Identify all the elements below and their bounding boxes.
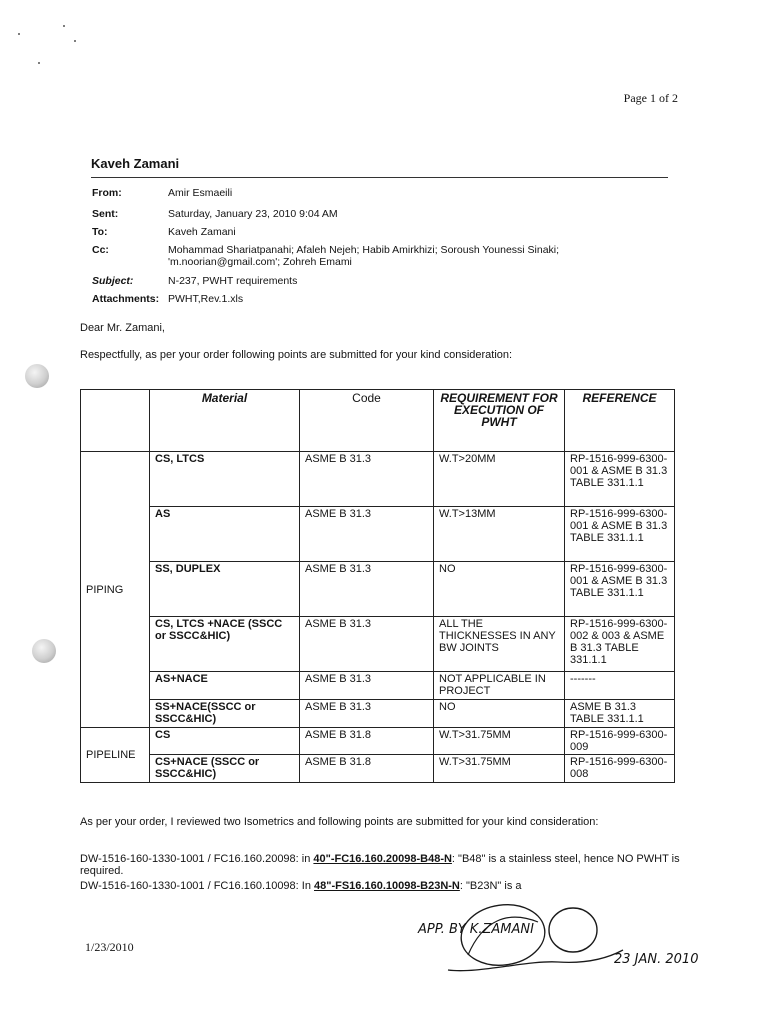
to-value: Kaveh Zamani <box>168 226 236 238</box>
reference-cell: RP-1516-999-6300-001 & ASME B 31.3 TABLE 331.1.1 <box>565 452 675 507</box>
signature-date: 23 JAN. 2010 <box>614 952 699 967</box>
table-row <box>81 452 675 507</box>
line1-ref: 40"-FC16.160.20098-B48-N <box>313 853 452 865</box>
line2-suffix: : "B23N" is a <box>459 880 522 892</box>
code-cell: ASME B 31.8 <box>300 728 434 755</box>
requirement-cell: ALL THE THICKNESSES IN ANY BW JOINTS <box>434 617 565 672</box>
punch-hole <box>32 639 56 663</box>
requirement-cell: NO <box>434 562 565 617</box>
table-row <box>81 617 675 672</box>
sender-name: Kaveh Zamani <box>91 156 180 171</box>
table-row <box>81 562 675 617</box>
isometric-line-2 <box>80 880 680 892</box>
material-cell: CS, LTCS +NACE (SSCC or SSCC&HIC) <box>150 617 300 672</box>
approval-scribble <box>408 900 628 980</box>
line1-suffix: : "B48" is a stainless steel, hence NO PWHT is required. <box>80 853 680 877</box>
from-value: Amir Esmaeili <box>168 187 233 199</box>
table-header-row <box>81 390 675 452</box>
attachments-label: Attachments: <box>92 293 160 305</box>
to-label: To: <box>92 226 108 238</box>
code-cell: ASME B 31.3 <box>300 700 434 728</box>
table-row <box>81 755 675 783</box>
intro-paragraph: Respectfully, as per your order following points are submitted for your kind consideration: <box>80 349 513 361</box>
table-row <box>81 507 675 562</box>
requirement-cell: NO <box>434 700 565 728</box>
code-cell: ASME B 31.8 <box>300 755 434 783</box>
reference-cell: RP-1516-999-6300-002 & 003 & ASME B 31.3 TABLE 331.1.1 <box>565 617 675 672</box>
header-cell: Code <box>300 390 434 452</box>
reference-cell: ASME B 31.3 TABLE 331.1.1 <box>565 700 675 728</box>
requirement-cell: W.T>31.75MM <box>434 755 565 783</box>
material-cell: CS, LTCS <box>150 452 300 507</box>
header-cell: REQUIREMENT FOR EXECUTION OF PWHT <box>434 390 565 452</box>
header-cell <box>81 390 150 452</box>
header-cell: Material <box>150 390 300 452</box>
sent-label: Sent: <box>92 208 119 220</box>
header-cell: REFERENCE <box>565 390 675 452</box>
scan-speck <box>38 62 40 64</box>
scan-speck <box>18 33 20 35</box>
material-cell: CS <box>150 728 300 755</box>
line2-ref: 48"-FS16.160.10098-B23N-N <box>314 880 460 892</box>
reference-cell: RP-1516-999-6300-008 <box>565 755 675 783</box>
attachments-value: PWHT,Rev.1.xls <box>168 293 244 305</box>
code-cell: ASME B 31.3 <box>300 562 434 617</box>
page-number: Page 1 of 2 <box>623 91 678 105</box>
code-cell: ASME B 31.3 <box>300 617 434 672</box>
from-label: From: <box>92 187 122 199</box>
pwht-table <box>80 389 675 783</box>
subject-value: N-237, PWHT requirements <box>168 275 298 287</box>
table-row <box>81 728 675 755</box>
punch-hole <box>25 364 49 388</box>
reference-cell: RP-1516-999-6300-009 <box>565 728 675 755</box>
reference-cell: RP-1516-999-6300-001 & ASME B 31.3 TABLE 331.1.1 <box>565 507 675 562</box>
subject-label: Subject: <box>92 275 134 287</box>
category-cell: PIPELINE <box>81 728 150 783</box>
line2-prefix: DW-1516-160-1330-1001 / FC16.160.10098: In <box>80 880 315 892</box>
material-cell: AS <box>150 507 300 562</box>
category-cell: PIPING <box>81 452 150 728</box>
cc-value: Mohammad Shariatpanahi; Afaleh Nejeh; Habib Amirkhizi; Soroush Younessi Sinaki; 'm.noorian@gmail.com'; Zohreh Emami <box>168 244 560 268</box>
review-paragraph: As per your order, I reviewed two Isometrics and following points are submitted for your kind consideration: <box>80 816 599 828</box>
requirement-cell: NOT APPLICABLE IN PROJECT <box>434 672 565 700</box>
salutation: Dear Mr. Zamani, <box>80 322 165 334</box>
line1-prefix: DW-1516-160-1330-1001 / FC16.160.20098: in <box>80 853 314 865</box>
reference-cell: ------- <box>565 672 675 700</box>
reference-cell: RP-1516-999-6300-001 & ASME B 31.3 TABLE 331.1.1 <box>565 562 675 617</box>
code-cell: ASME B 31.3 <box>300 672 434 700</box>
footer-date: 1/23/2010 <box>85 940 134 954</box>
table-row <box>81 672 675 700</box>
approval-handwriting: APP. BY K.ZAMANI <box>418 922 534 937</box>
material-cell: SS+NACE(SSCC or SSCC&HIC) <box>150 700 300 728</box>
cc-label: Cc: <box>92 244 109 256</box>
code-cell: ASME B 31.3 <box>300 452 434 507</box>
isometric-line-1 <box>80 853 680 877</box>
scan-speck <box>63 25 65 27</box>
material-cell: CS+NACE (SSCC or SSCC&HIC) <box>150 755 300 783</box>
requirement-cell: W.T>31.75MM <box>434 728 565 755</box>
requirement-cell: W.T>13MM <box>434 507 565 562</box>
header-divider <box>91 177 668 178</box>
material-cell: SS, DUPLEX <box>150 562 300 617</box>
material-cell: AS+NACE <box>150 672 300 700</box>
requirement-cell: W.T>20MM <box>434 452 565 507</box>
table-row <box>81 700 675 728</box>
sent-value: Saturday, January 23, 2010 9:04 AM <box>168 208 338 220</box>
code-cell: ASME B 31.3 <box>300 507 434 562</box>
scan-speck <box>74 40 76 42</box>
